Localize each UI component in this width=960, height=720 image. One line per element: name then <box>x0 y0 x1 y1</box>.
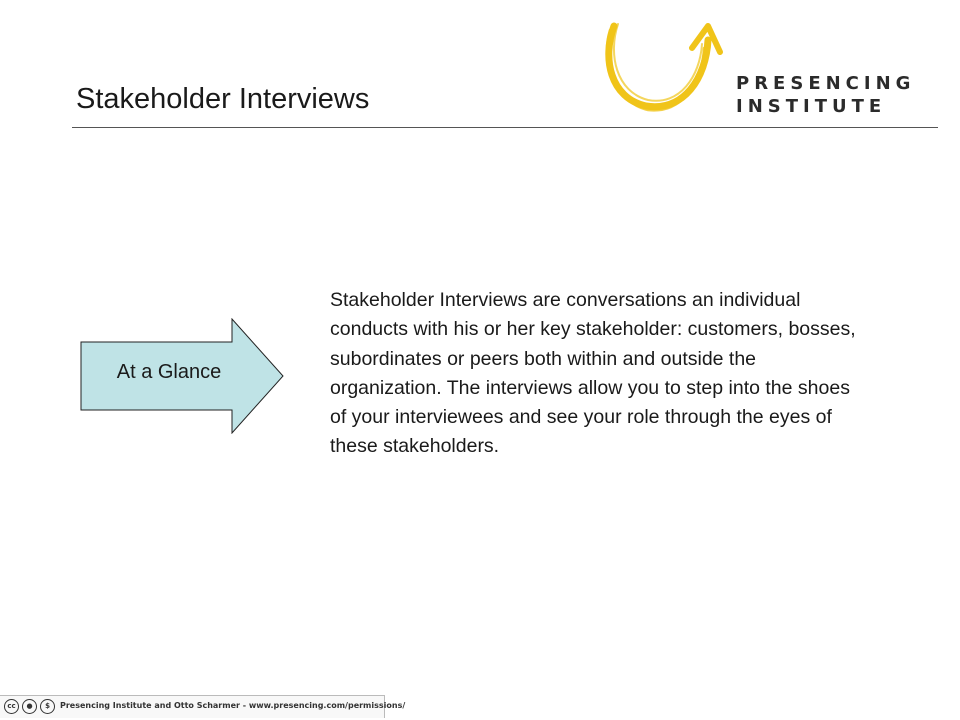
cc-icon: cc <box>4 699 19 714</box>
at-a-glance-label: At a Glance <box>116 361 222 383</box>
by-icon: ● <box>22 699 37 714</box>
title-divider <box>72 127 938 128</box>
footer-text: Presencing Institute and Otto Scharmer - www.presencing.com/permissions/ <box>60 701 406 710</box>
presencing-institute-logo <box>596 18 936 118</box>
u-arrow-logo-icon <box>596 18 736 118</box>
logo-line-1: PRESENCING <box>736 73 916 94</box>
description-text: Stakeholder Interviews are conversations an individual conducts with his or her key stakeholder: customers, bosses, subordinates or peers both within and outside the organization. The interviews allow you to step into the shoes of your interviewees and see your role through the eyes of these stakeholders. <box>330 289 856 458</box>
license-footer <box>0 695 406 718</box>
nc-icon: $ <box>40 699 55 714</box>
logo-line-2: INSTITUTE <box>736 96 887 117</box>
at-a-glance-arrow <box>80 318 284 434</box>
slide-title: Stakeholder Interviews <box>76 83 370 115</box>
cc-license-icons <box>4 699 55 715</box>
